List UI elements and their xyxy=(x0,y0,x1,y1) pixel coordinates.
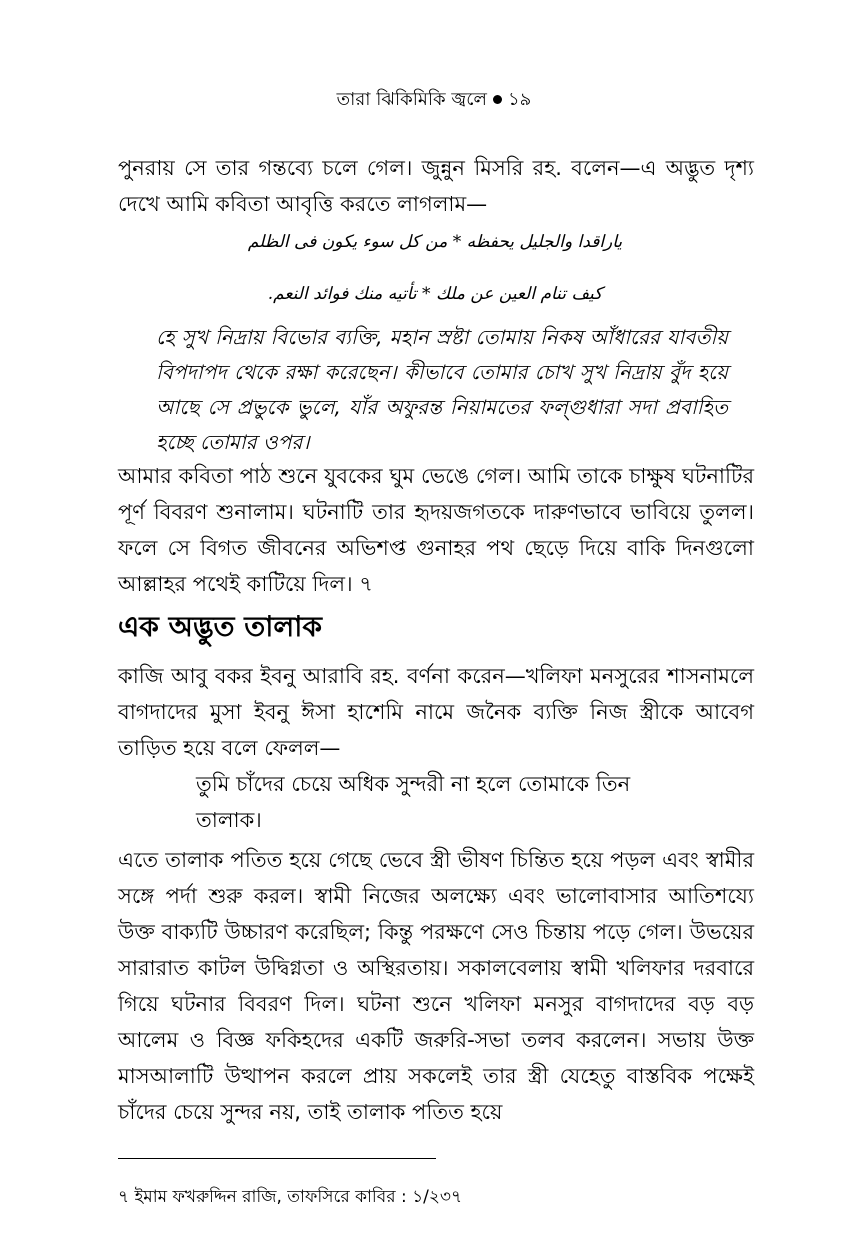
running-header xyxy=(0,86,868,114)
paragraph-3: কাজি আবু বকর ইবনু আরাবি রহ. বর্ণনা করেন—খলিফা মনসুরের শাসনামলে বাগদাদের মুসা ইবনু ঈসা হাশেমি নামে জনৈক ব্যক্তি নিজ স্ত্রীকে আবেগ তাড়িত হয়ে বলে ফেলল— xyxy=(118,664,754,760)
paragraph-2: আমার কবিতা পাঠ শুনে যুবকের ঘুম ভেঙে গেল। আমি তাকে চাক্ষুষ ঘটনাটির পূর্ণ বিবরণ শুনালাম। ঘটনাটি তার হৃদয়জগতকে দারুণভাবে ভাবিয়ে তুলল। ফলে সে বিগত জীবনের অভিশপ্ত গুনাহর পথ ছেড়ে দিয়ে বাকি দিনগুলো আল্লাহর পথেই কাটিয়ে দিল। ৭ xyxy=(118,464,754,596)
arabic-verse-1: ياراقدا والجليل يحفظه * من كل سوء يكون فى الظلم xyxy=(247,232,623,252)
arabic-verse-2: كيف تنام العين عن ملك * تأتيه منك فوائد النعم. xyxy=(267,284,603,304)
section-heading: এক অদ্ভুত তালাক xyxy=(118,610,322,643)
verse-translation: হে সুখ নিদ্রায় বিভোর ব্যক্তি, মহান স্রষ্টা তোমায় নিকষ আঁধারের যাবতীয় বিপদাপদ থেকে রক্ষা করেছেন। কীভাবে তোমার চোখ সুখ নিদ্রায় বুঁদ হয়ে আছে সে প্রভুকে ভুলে, যাঁর অফুরন্ত নিয়ামতের ফল্গুধারা সদা প্রবাহিত হচ্ছে তোমার ওপর। xyxy=(156,325,728,454)
block-quote: তুমি চাঁদের চেয়ে অধিক সুন্দরী না হলে তোমাকে তিন তালাক। xyxy=(196,772,631,832)
bullet-icon xyxy=(493,95,502,104)
footnote-divider xyxy=(118,1158,436,1159)
footnote: ৭ ইমাম ফখরুদ্দিন রাজি, তাফসিরে কাবির : ১/২৩৭ xyxy=(118,1187,463,1207)
page-number: ১৯ xyxy=(507,89,532,110)
book-title: তারা ঝিকিমিকি জ্বলে xyxy=(336,89,487,110)
paragraph-4: এতে তালাক পতিত হয়ে গেছে ভেবে স্ত্রী ভীষণ চিন্তিত হয়ে পড়ল এবং স্বামীর সঙ্গে পর্দা শুরু করল। স্বামী নিজের অলক্ষ্যে এবং ভালোবাসার আতিশয্যে উক্ত বাক্যটি উচ্চারণ করেছিল; কিন্তু পরক্ষণে সেও চিন্তায় পড়ে গেল। উভয়ের সারারাত কাটল উদ্বিগ্নতা ও অস্থিরতায়। সকালবেলায় স্বামী খলিফার দরবারে গিয়ে ঘটনার বিবরণ দিল। ঘটনা শুনে খলিফা মনসুর বাগদাদের বড় বড় আলেম ও বিজ্ঞ ফকিহদের একটি জরুরি-সভা তলব করলেন। সভায় উক্ত মাসআলাটি উত্থাপন করলে প্রায় সকলেই তার স্ত্রী যেহেতু বাস্তবিক পক্ষেই চাঁদের চেয়ে সুন্দর নয়, তাই তালাক পতিত হয়ে xyxy=(118,848,754,1124)
paragraph-1: পুনরায় সে তার গন্তব্যে চলে গেল। জুন্নুন মিসরি রহ. বলেন—এ অদ্ভুত দৃশ্য দেখে আমি কবিতা আবৃত্তি করতে লাগলাম— xyxy=(118,156,754,216)
